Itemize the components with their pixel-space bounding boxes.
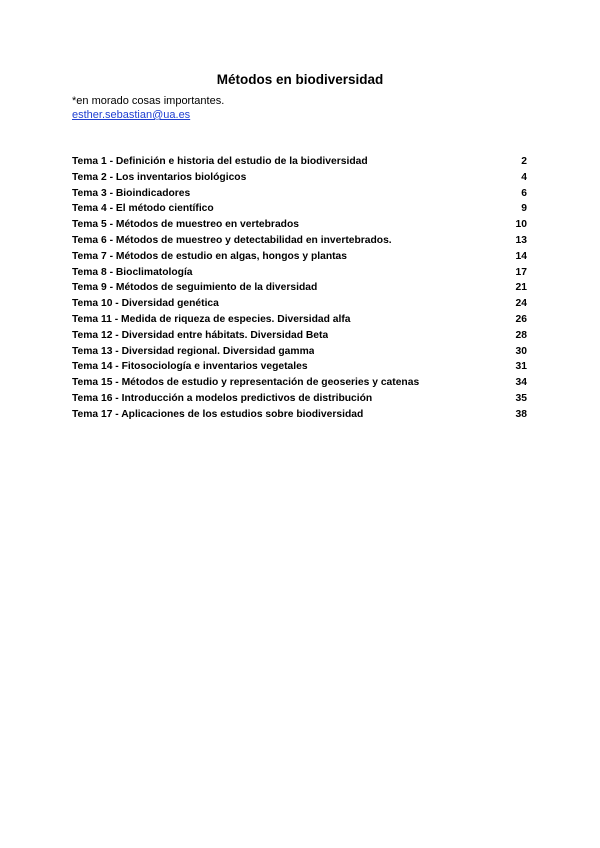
toc-entry-label: Tema 14 - Fitosociología e inventarios vegetales — [72, 361, 308, 373]
toc-entry-11[interactable] — [72, 312, 528, 328]
toc-entry-label: Tema 3 - Bioindicadores — [72, 187, 191, 199]
toc-entry-label: Tema 5 - Métodos de muestreo en vertebrados — [72, 219, 299, 231]
toc-entry-page: 28 — [515, 329, 527, 341]
toc-entry-page: 35 — [515, 392, 527, 404]
toc-entry-page: 13 — [515, 234, 527, 246]
note-text: *en morado cosas importantes. — [72, 95, 225, 107]
toc-entry-8[interactable] — [72, 265, 528, 281]
toc-entry-label: Tema 13 - Diversidad regional. Diversidad gamma — [72, 345, 315, 357]
toc-entry-page: 30 — [515, 345, 527, 357]
toc-entry-page: 2 — [521, 156, 527, 167]
toc-entry-label: Tema 15 - Métodos de estudio y representación de geoseries y catenas — [72, 377, 420, 389]
toc-entry-page: 4 — [521, 171, 527, 183]
toc-entry-page: 14 — [515, 250, 527, 262]
toc-entry-9[interactable] — [72, 280, 528, 296]
toc-entry-label: Tema 1 - Definición e historia del estudio de la biodiversidad — [72, 156, 368, 167]
toc-entry-12[interactable] — [72, 328, 528, 344]
email-link[interactable]: esther.sebastian@ua.es — [72, 109, 191, 121]
toc-entry-15[interactable] — [72, 375, 528, 391]
toc-entry-label: Tema 8 - Bioclimatología — [72, 266, 193, 278]
toc-entry-label: Tema 17 - Aplicaciones de los estudios sobre biodiversidad — [72, 408, 364, 420]
toc-entry-2[interactable] — [72, 170, 528, 186]
toc-entry-7[interactable] — [72, 249, 528, 265]
toc-entry-1[interactable] — [72, 154, 528, 170]
toc-entry-page: 17 — [515, 266, 527, 278]
toc-entry-label: Tema 4 - El método científico — [72, 203, 214, 215]
toc-entry-label: Tema 12 - Diversidad entre hábitats. Diversidad Beta — [72, 329, 329, 341]
toc-entry-page: 21 — [515, 282, 527, 294]
toc-entry-label: Tema 16 - Introducción a modelos predictivos de distribución — [72, 392, 373, 404]
toc-entry-5[interactable] — [72, 217, 528, 233]
toc-entry-label: Tema 2 - Los inventarios biológicos — [72, 171, 247, 183]
toc-entry-label: Tema 10 - Diversidad genética — [72, 298, 219, 310]
toc-entry-14[interactable] — [72, 359, 528, 375]
toc-entry-label: Tema 7 - Métodos de estudio en algas, hongos y plantas — [72, 250, 348, 262]
toc-entry-17[interactable] — [72, 407, 528, 423]
toc-entry-6[interactable] — [72, 233, 528, 249]
toc-entry-page: 38 — [515, 408, 527, 420]
toc-entry-page: 6 — [521, 187, 527, 199]
toc-entry-3[interactable] — [72, 186, 528, 202]
toc-entry-16[interactable] — [72, 391, 528, 407]
table-of-contents — [72, 154, 528, 423]
toc-entry-page: 10 — [515, 219, 527, 231]
toc-entry-10[interactable] — [72, 296, 528, 312]
toc-entry-13[interactable] — [72, 344, 528, 360]
toc-entry-page: 34 — [515, 377, 527, 389]
toc-entry-page: 9 — [521, 203, 527, 215]
toc-entry-label: Tema 6 - Métodos de muestreo y detectabilidad en invertebrados. — [72, 234, 392, 246]
toc-entry-page: 26 — [515, 313, 527, 325]
document-title: Métodos en biodiversidad — [216, 72, 384, 87]
toc-entry-label: Tema 9 - Métodos de seguimiento de la diversidad — [72, 282, 318, 294]
toc-entry-page: 24 — [515, 298, 527, 310]
toc-entry-label: Tema 11 - Medida de riqueza de especies. Diversidad alfa — [72, 313, 351, 325]
toc-entry-4[interactable] — [72, 201, 528, 217]
toc-entry-page: 31 — [515, 361, 527, 373]
